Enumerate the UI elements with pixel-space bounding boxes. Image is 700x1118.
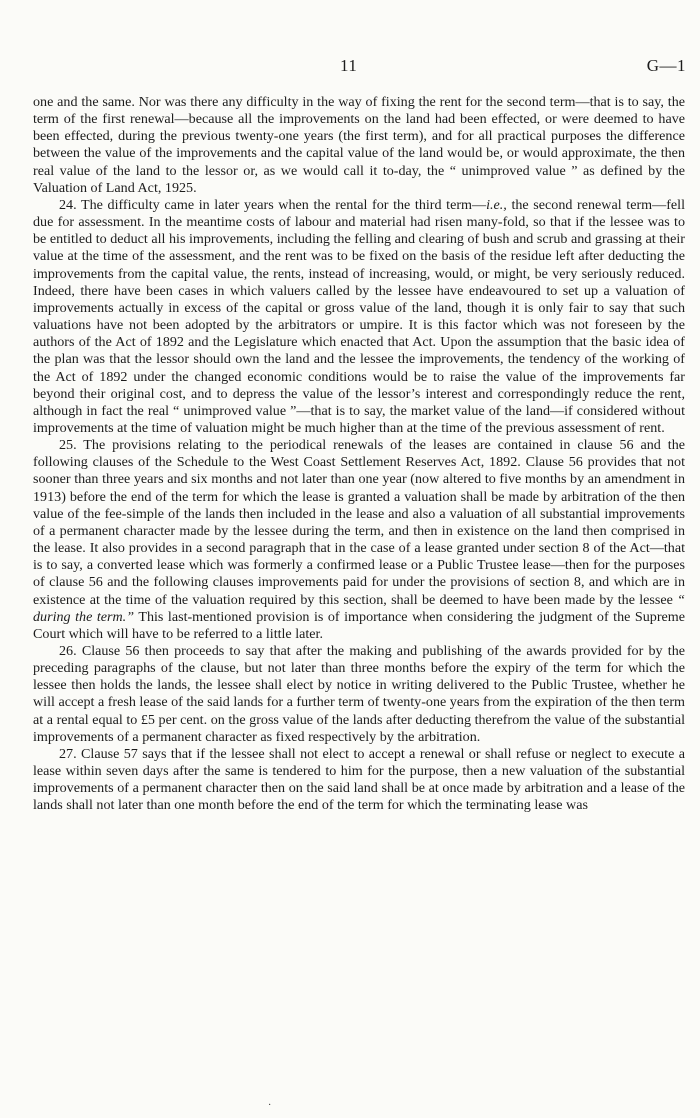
page-number: 11 (340, 56, 358, 75)
paragraph (33, 746, 685, 815)
paragraph-text: This last-mentioned provision is of importance when considering the judgment of the Supreme Court which will have to be referred to a little later. (33, 608, 685, 642)
paragraph-text: 26. Clause 56 then proceeds to say that after the making and publishing of the awards provided for by the preceding paragraphs of the clause, but not later than three months before the expiry of the term for which the lessee then holds the lands, the lessee shall elect by notice in writing delivered to the Public Trustee, whether he will accept a fresh lease of the said lands for a further term of twenty-one years from the expiration of the then term at a rental equal to £5 per cent. on the gross value of the lands after deducting therefrom the value of the substantial improvements of a permanent character as fixed respectively by the arbitration. (33, 643, 685, 745)
paragraph-text: one and the same. Nor was there any difficulty in the way of fixing the rent for the second term—that is to say, the term of the first renewal—because all the improvements on the land had been effected, or were deemed to have been effected, during the previous twenty-one years (the first term), and for all practical purposes the difference between the value of the improvements and the capital value of the land would be, or would approximate, the then real value of the land to the lessor or, as we would call it to-day, the “ unimproved value ” as defined by the Valuation of Land Act, 1925. (33, 94, 685, 196)
paragraph-text: 24. The difficulty came in later years when the rental for the third term— (59, 196, 487, 213)
page-header (0, 56, 700, 80)
paragraph (33, 94, 685, 197)
print-mark: · (268, 1100, 272, 1111)
paragraph (33, 437, 685, 643)
paragraph-text: 25. The provisions relating to the periodical renewals of the leases are contained in clause 56 and the following clauses of the Schedule to the West Coast Settlement Reserves Act, 1892. Clause 56 provides that not sooner than three years and six months and not later than one year (now altered to five months by an amendment in 1913) before the end of the term for which the lease is granted a valuation shall be made by arbitration of the then value of the fee-simple of the lands then included in the lease and also a valuation of all substantial improvements of a permanent character made by the lessee during the term, and then in existence on the land then comprised in the lease. It also provides in a second paragraph that in the case of a lease granted under section 8 of the Act—that is to say, a converted lease which was formerly a confirmed lease or a Public Trustee lease—then for the purposes of clause 56 and the following clauses improvements paid for under the provisions of section 8, and which are in existence at the time of the valuation required by this section, shall be deemed to have been made by the lessee (33, 437, 685, 608)
paragraph (33, 643, 685, 746)
paragraph (33, 197, 685, 437)
paragraph-text: the second renewal term—fell due for assessment. In the meantime costs of labour and material had risen many-fold, so that if the lessee was to be entitled to deduct all his improvements, including the felling and clearing of bush and scrub and grassing at their value at the time of the assessment, and the rent was to be fixed on the basis of the residue left after deducting the improvements from the capital value, the rents, instead of increasing, would, or might, be very seriously reduced. Indeed, there have been cases in which valuers called by the lessee have endeavoured to set up a valuation of improvements actually in excess of the capital or gross value of the land, though it is only fair to say that such valuations have not been adopted by the arbitrators or umpire. It is this factor which was not foreseen by the authors of the Act of 1892 and the Legislature which enacted that Act. Upon the assumption that the basic idea of the plan was that the lessor should own the land and the lessee the improvements, the tendency of the working of the Act of 1892 under the changed economic conditions would be to raise the value of the improvements far beyond their original cost, and to depress the value of the lessor’s interest and correspondingly reduce the rent, although in fact the real “ unimproved value ”—that is to say, the market value of the land—if considered without improvements at the time of valuation might be much higher than at the time of the previous assessment of rent. (33, 196, 685, 436)
italic-text: i.e., (486, 196, 507, 213)
italic-text: “ during the term.” (33, 591, 685, 625)
document-body (33, 94, 685, 815)
paragraph-text: 27. Clause 57 says that if the lessee shall not elect to accept a renewal or shall refuse or neglect to execute a lease within seven days after the same is tendered to him for the purpose, then a new valuation of the substantial improvements of a permanent character then on the said land shall be at once made by arbitration and a lease of the lands shall not later than one month before the end of the term for which the terminating lease was (33, 745, 685, 814)
document-reference: G—1 (646, 56, 686, 75)
